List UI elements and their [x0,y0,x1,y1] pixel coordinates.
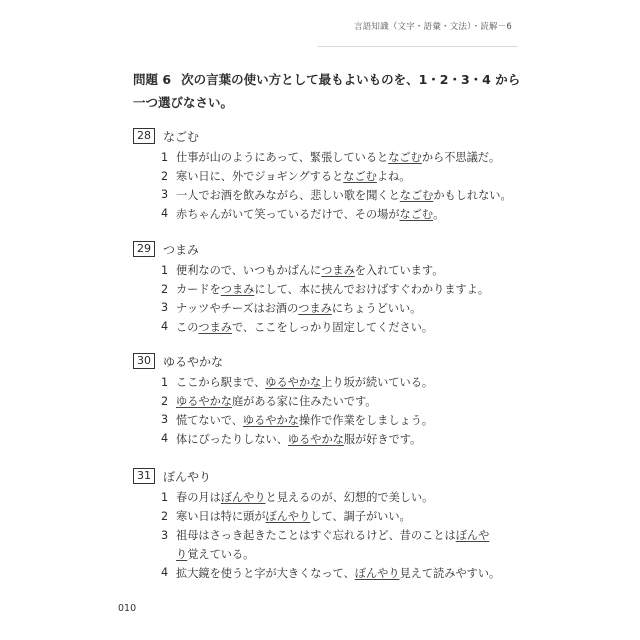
option-number: 3 [161,301,169,315]
answer-option[interactable] [133,564,513,583]
answer-option[interactable] [133,280,513,299]
underlined-word: ゆるやかな [265,376,322,390]
option-text: と見えるのが、幻想的で美しい。 [265,491,434,505]
underlined-word: ぼんやり [220,491,266,505]
option-text: 便利なので、いつもかばんに [176,264,322,278]
option-number: 1 [161,150,169,164]
answer-option[interactable] [133,507,513,526]
option-text: よね。 [376,170,411,184]
option-number: 2 [161,282,169,296]
answer-option[interactable] [133,526,513,564]
option-text: 上り坂が続いている。 [321,376,434,390]
option-text: カードを [176,283,221,297]
option-text: 春の月は [176,491,221,505]
answer-option[interactable] [133,411,513,430]
answer-option[interactable] [133,261,513,280]
option-number: 3 [161,413,169,427]
answer-option[interactable] [133,392,513,411]
option-number: 4 [161,566,169,580]
question-number-box: 28 [133,128,155,144]
question-number-box: 30 [133,353,155,369]
underlined-word: つまみ [298,301,332,315]
answer-option[interactable] [133,317,513,336]
option-text: 。 [433,207,445,221]
target-word: ゆるやかな [163,354,224,369]
question-28 [133,124,513,223]
option-text: 慌てないで、 [176,413,243,427]
underlined-word: なごむ [388,151,422,165]
answer-option[interactable] [133,167,513,186]
option-number: 3 [161,188,169,202]
question-29 [133,237,513,336]
option-text: 見えて読みやすい。 [399,566,501,580]
target-word: なごむ [163,129,200,144]
answer-option[interactable] [133,186,513,205]
question-header [133,464,513,488]
option-text: 寒い日は特に頭が [176,510,266,524]
option-text: 操作で作業をしましょう。 [298,413,434,427]
option-number: 4 [161,432,169,446]
header-rule [318,46,518,47]
target-word: つまみ [163,242,200,257]
option-number: 2 [161,169,169,183]
option-text: ナッツやチーズはお酒の [176,301,299,315]
option-number: 4 [161,320,169,334]
answer-option[interactable] [133,373,513,392]
question-30 [133,349,513,448]
option-text: 体にぴったりしない、 [176,432,288,446]
option-text: して、調子がいい。 [310,510,411,524]
option-text: から不思議だ。 [421,151,501,165]
option-text: 服が好きです。 [343,432,422,446]
underlined-word: ぼんやり [176,528,490,561]
question-number: 問題 6 [133,72,172,87]
question-header [133,237,513,261]
question-instruction [133,68,523,114]
option-text: 一人でお酒を飲みながら、悲しい歌を聞くと [176,188,400,202]
question-number-box: 31 [133,468,155,484]
underlined-word: つまみ [321,264,355,278]
answer-option[interactable] [133,204,513,223]
answer-option[interactable] [133,429,513,448]
question-text: 次の言葉の使い方として最もよいものを、1・2・3・4 から一つ選びなさい。 [133,72,521,110]
option-text: にして、本に挟んでおけばすぐわかりますよ。 [254,283,490,297]
option-number: 2 [161,394,169,408]
underlined-word: ゆるやかな [287,432,344,446]
option-text: で、ここをしっかり固定してください。 [231,320,434,334]
option-number: 2 [161,509,169,523]
option-number: 1 [161,375,169,389]
option-number: 4 [161,207,169,221]
target-word: ぼんやり [163,469,212,484]
underlined-word: ぼんやり [265,510,311,524]
underlined-word: つまみ [198,320,232,334]
option-text: 拡大鏡を使うと字が大きくなって、 [176,566,355,580]
option-text: この [176,320,199,334]
underlined-word: なごむ [343,170,377,184]
underlined-word: なごむ [399,207,434,221]
question-31 [133,464,513,582]
option-text: 覚えている。 [187,547,255,561]
underlined-word: ぼんやり [354,566,400,580]
answer-option[interactable] [133,299,513,318]
option-text: 庭がある家に住みたいです。 [231,395,377,409]
question-header [133,349,513,373]
option-text: 寒い日に、外でジョギングすると [176,170,344,184]
option-text: を入れています。 [354,264,444,278]
question-number-box: 29 [133,241,155,257]
option-text: ここから駅まで、 [176,376,266,390]
option-number: 1 [161,490,169,504]
option-text-block [176,526,496,564]
underlined-word: つまみ [220,283,255,297]
option-number: 3 [161,528,169,542]
underlined-word: ゆるやかな [242,413,299,427]
option-number: 1 [161,263,169,277]
page-number: 010 [118,603,137,614]
option-text: 赤ちゃんがいて笑っているだけで、その場が [176,207,400,221]
answer-option[interactable] [133,488,513,507]
option-text: 仕事が山のようにあって、緊張していると [176,151,389,165]
answer-option[interactable] [133,148,513,167]
option-text: にちょうどいい。 [331,301,422,315]
underlined-word: なごむ [399,188,434,202]
option-text: かもしれない。 [433,188,512,202]
option-text: 祖母はさっき起きたことはすぐ忘れるけど、昔のことは [176,528,456,542]
question-header [133,124,513,148]
underlined-word: ゆるやかな [176,395,232,409]
running-header: 言語知識（文字・語彙・文法）・読解－6 [354,22,512,32]
